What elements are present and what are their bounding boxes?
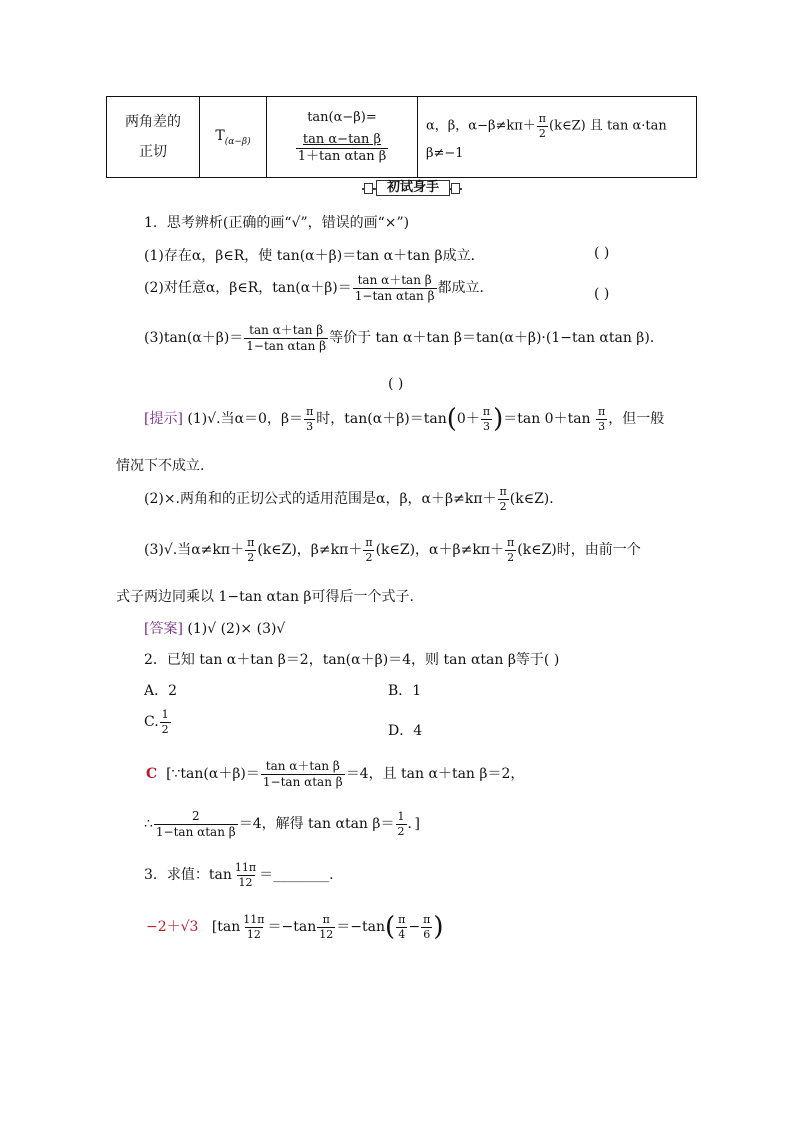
q1-stem: 1．思考辨析(正确的画“√”，错误的画“×”) <box>144 215 410 231</box>
q1-paren-3: ( ) <box>388 376 404 392</box>
formula-name-line2: 正切 <box>139 144 167 160</box>
q3-sol-num-2: π <box>322 913 330 926</box>
formula-name-line1: 两角差的 <box>125 114 181 130</box>
formula-condition-cell <box>418 97 697 178</box>
hint-p3-pi-1: π <box>247 536 255 549</box>
q3-solution: −2＋√3 [tan $\frac{11\pi}{12}$ ＝−tan $\frac{\pi}{12}$ ＝−tan( $\frac{\pi}{4}$ − $\frac{\pi}{6}$ ) <box>146 912 444 943</box>
hint-p3-2-2: 2 <box>365 550 373 564</box>
q1-statement-1: (1)存在α，β∈R，使 tan(α＋β)＝tan α＋tan β成立． <box>144 248 485 264</box>
q2-optc-num: 1 <box>161 708 169 721</box>
q3-stem-a: 3．求值：tan <box>144 867 232 884</box>
q1-statement-3 <box>144 324 664 352</box>
q3-sol-num-4: π <box>423 913 431 926</box>
q1-paren-2: ( ) <box>594 286 610 302</box>
q3-sol-den-3: 4 <box>398 927 406 941</box>
q2-sol2-fnum: 1 <box>397 810 405 824</box>
hint-p3-d: (k∈Z)时，由前一个 <box>517 542 641 559</box>
q3-sol-den-1: 12 <box>246 927 261 941</box>
hint-p3-2-1: 2 <box>247 550 255 564</box>
answer-text: (1)√ (2)× (3)√ <box>187 621 286 637</box>
q2-option-b: B．1 <box>388 683 422 699</box>
hint-p3-pi-3: π <box>507 536 515 549</box>
q2-sol2-b: ＝4，解得 tan αtan β＝ <box>238 816 395 833</box>
formula-numerator: tan α−tan β <box>302 132 382 148</box>
hint-line-1b: 情况下不成立. <box>116 458 205 474</box>
answer-label: [答案] <box>144 621 183 637</box>
q3-stem-b: ＝________. <box>259 867 334 884</box>
condition-text-2: (k∈Z) 且 tan α·tan <box>549 119 667 134</box>
formula-table <box>106 96 697 178</box>
formula-symbol: T <box>215 127 225 144</box>
q1-s3-num: tan α＋tan β <box>249 323 324 337</box>
hint-p1-pi-2: π <box>482 405 491 418</box>
q2-solution-line-1 <box>146 760 524 788</box>
q3-sol-a: [tan <box>211 919 241 936</box>
hint-p3-c: (k∈Z)，α＋β≠kπ＋ <box>375 542 505 559</box>
q3-frac-num: 11π <box>234 861 257 874</box>
hint-p1-a: (1)√.当α＝0，β＝ <box>187 411 304 428</box>
q2-solution-line-2 <box>144 810 420 838</box>
hint-line-3b: 式子两边同乘以 1−tan αtan β可得后一个式子. <box>116 589 414 605</box>
hint-p2-a: (2)×.两角和的正切公式的适用范围是α，β，α＋β≠kπ＋ <box>144 491 497 508</box>
hint-p1-3-3: 3 <box>598 419 606 433</box>
q1-paren-1: ( ) <box>594 245 610 261</box>
q1-s2-num: tan α＋tan β <box>357 273 432 287</box>
formula-cell <box>267 97 418 178</box>
answer-1 <box>144 618 285 638</box>
q2-option-d: D．4 <box>388 723 423 739</box>
q2-option-a: A．2 <box>144 683 178 699</box>
q2-sol1-b: ＝4，且 tan α＋tan β＝2， <box>345 766 525 783</box>
formula-fraction <box>296 133 389 163</box>
condition-text-1: α，β，α−β≠kπ＋ <box>426 119 536 134</box>
q2-optc-den: 2 <box>161 722 169 736</box>
hint-p2-2: 2 <box>499 499 507 513</box>
q2-sol2-fden: 2 <box>397 824 405 838</box>
q2-sol2-den: 1−tan αtan β <box>155 824 236 839</box>
q3-sol-den-2: 12 <box>319 927 334 941</box>
q2-stem: 2．已知 tan α＋tan β＝2，tan(α＋β)＝4，则 tan αtan β等于( ) <box>144 652 560 668</box>
hint-p3-pi-2: π <box>365 536 373 549</box>
hint-p1-b: 时，tan(α＋β)＝tan <box>316 411 447 428</box>
formula-symbol-sub: (α−β) <box>224 136 251 147</box>
q3-sol-b: ＝−tan <box>267 919 317 936</box>
q2-sol1-den: 1−tan αtan β <box>262 774 343 789</box>
q1-statement-2 <box>144 274 494 302</box>
q2-sol1-num: tan α＋tan β <box>265 759 340 773</box>
q1-s3-pre: (3)tan(α＋β)＝ <box>144 330 244 347</box>
q3-answer: −2＋√3 <box>146 919 199 936</box>
hint-p1-d: ＝tan 0＋tan <box>503 411 591 428</box>
hint-p1-3-2: 3 <box>482 419 490 433</box>
hint-p1-e: ，但一般 <box>608 411 665 428</box>
q3-frac-den: 12 <box>238 875 253 889</box>
q3-sol-num-1: 11π <box>243 913 265 926</box>
formula-denominator: 1＋tan αtan β <box>297 149 387 164</box>
hint-p3-a: (3)√.当α≠kπ＋ <box>144 542 245 559</box>
q3-stem <box>144 862 334 888</box>
q1-s2-post: 都成立． <box>437 280 494 297</box>
q1-s3-den: 1−tan αtan β <box>246 338 327 353</box>
q3-sol-den-4: 6 <box>423 927 431 941</box>
formula-symbol-cell <box>200 97 267 178</box>
q3-sol-num-3: π <box>398 913 406 926</box>
condition-2: 2 <box>538 127 546 140</box>
q1-s3-post: 等价于 tan α＋tan β＝tan(α＋β)·(1−tan αtan β)． <box>329 330 664 347</box>
condition-pi: π <box>538 112 547 126</box>
q1-s2-pre: (2)对任意α，β∈R，tan(α＋β)＝ <box>144 280 352 297</box>
q3-sol-c: ＝−tan <box>336 919 385 936</box>
formula-name-cell <box>107 97 200 178</box>
hint-p1-3: 3 <box>306 419 314 433</box>
hint-p1-pi-3: π <box>598 405 606 418</box>
hint-p2-pi: π <box>499 485 507 498</box>
hint-p1-c: 0＋ <box>456 411 480 428</box>
hint-line-1: [提示] (1)√.当α＝0，β＝ $\frac{\pi}{3}$ 时，tan(α＋β)＝tan(0＋ $\frac{\pi}{3}$ )＝tan 0＋tan $\frac{\pi}{3}$ ，但一般 <box>144 404 665 435</box>
formula-condition-line2: β≠−1 <box>426 145 464 161</box>
hint-p3-2-3: 2 <box>507 550 515 564</box>
hint-line-3 <box>144 537 641 563</box>
hint-p1-pi: π <box>306 405 314 418</box>
q2-sol1-a: [∵tan(α＋β)＝ <box>166 766 260 783</box>
q2-sol2-c: ．] <box>407 816 420 833</box>
q2-solution-letter: C <box>146 766 158 783</box>
q1-s2-den: 1−tan αtan β <box>354 288 435 303</box>
hint-p2-b: (k∈Z)． <box>509 491 564 508</box>
hint-p3-b: (k∈Z)，β≠kπ＋ <box>257 542 363 559</box>
q2-option-c <box>144 709 172 735</box>
q2-optc-pre: C. <box>144 714 159 731</box>
section-banner <box>362 180 462 196</box>
q2-sol2-a: ∴ <box>144 816 153 833</box>
formula-condition-line1 <box>426 113 696 139</box>
hint-line-2 <box>144 486 563 512</box>
q2-sol2-num: 2 <box>191 809 200 823</box>
section-title: 初试身手 <box>376 180 450 196</box>
hint-label: [提示] <box>144 411 183 428</box>
formula-lhs: tan(α−β)= <box>307 110 377 126</box>
